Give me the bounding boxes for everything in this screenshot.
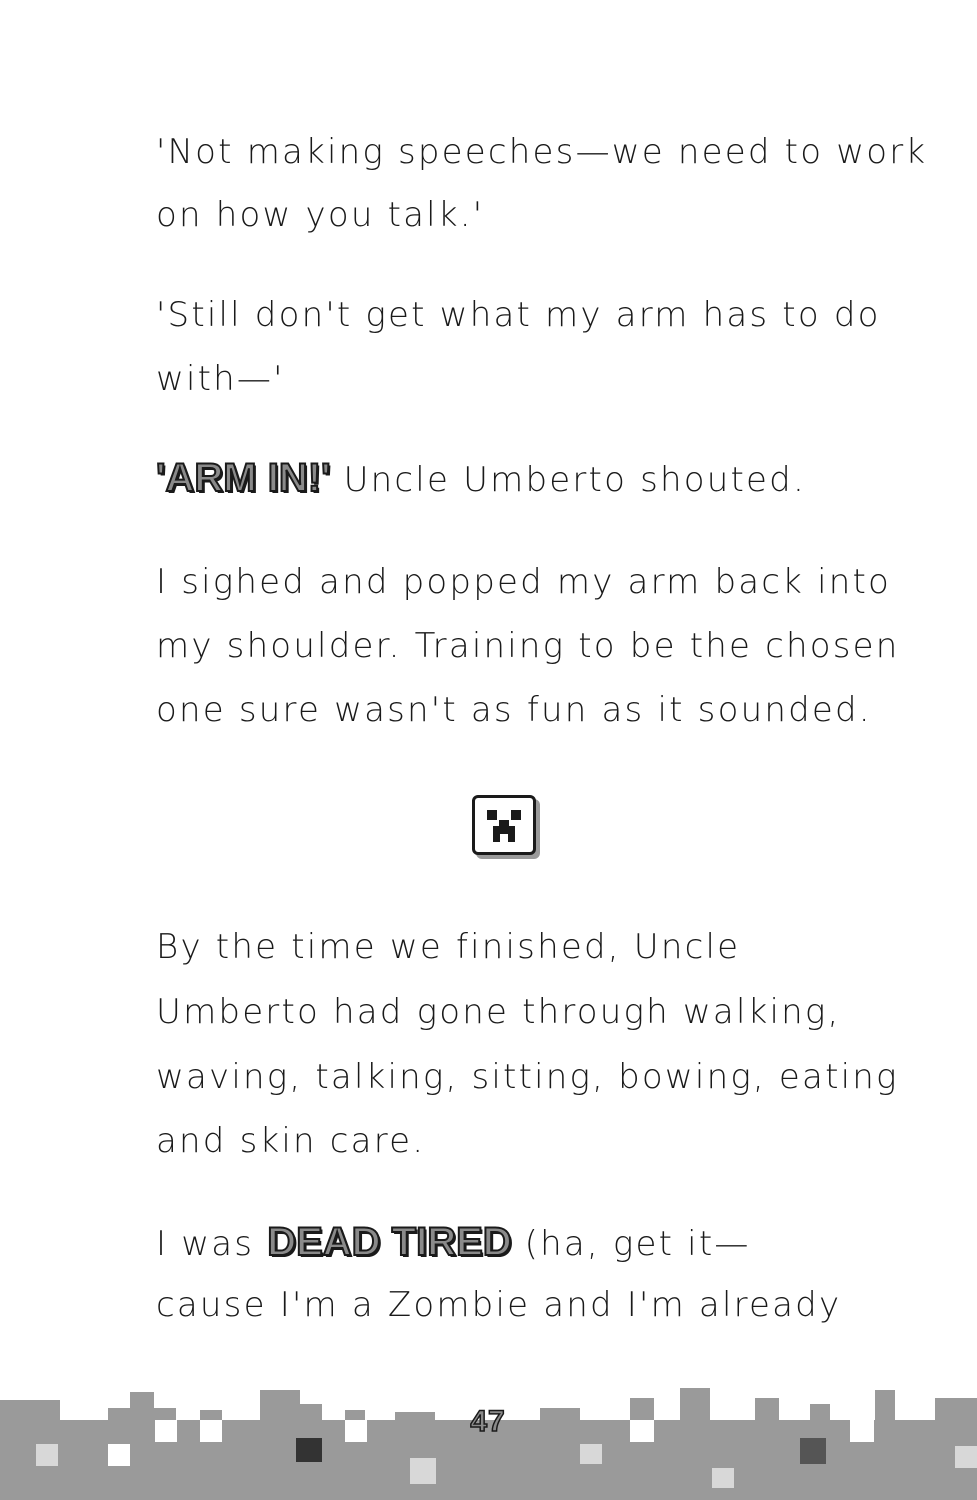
text-line: cause I'm a Zombie and I'm already (156, 1285, 842, 1325)
text-line: I sighed and popped my arm back into (156, 562, 892, 602)
text-line: on how you talk.' (156, 195, 485, 235)
text-fragment: I was (156, 1224, 268, 1264)
text-line: 'Not making speeches—we need to work (156, 132, 928, 172)
emphasis-text: DEAD TIRED (267, 1220, 512, 1264)
tired-line (156, 1222, 751, 1262)
emphasis-text: 'ARM IN!' (156, 456, 331, 500)
creeper-face-icon-graphic (475, 798, 533, 852)
text-fragment: (ha, get it— (511, 1224, 751, 1264)
creeper-face-icon (472, 795, 536, 855)
text-line: waving, talking, sitting, bowing, eating (156, 1057, 899, 1097)
page-number: 47 (470, 1405, 506, 1438)
text-fragment: Uncle Umberto shouted. (330, 460, 806, 500)
text-line: my shoulder. Training to be the chosen (156, 626, 900, 666)
text-line: 'Still don't get what my arm has to do (156, 295, 881, 335)
text-line: By the time we finished, Uncle (156, 927, 741, 967)
text-line: with—' (156, 359, 285, 399)
text-line: one sure wasn't as fun as it sounded. (156, 690, 872, 730)
text-line: Umberto had gone through walking, (156, 992, 841, 1032)
pixel-footer-decoration (0, 1380, 977, 1500)
shout-line (156, 458, 806, 498)
text-line: and skin care. (156, 1121, 426, 1161)
